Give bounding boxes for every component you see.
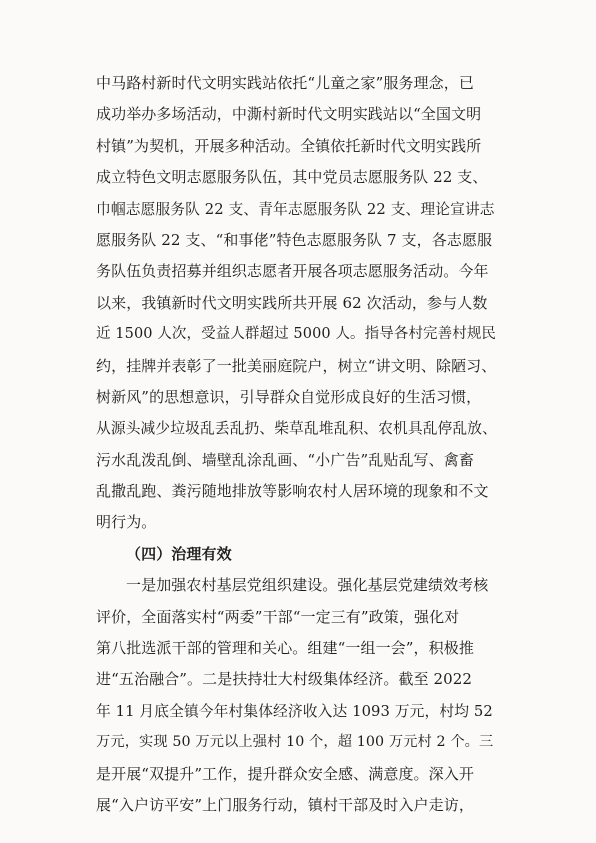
body-line: 乱撒乱跑、粪污随地排放等影响农村人居环境的现象和不文 (96, 482, 489, 501)
body-line: 成功举办多场活动，中澌村新时代文明实践站以“全国文明 (96, 105, 482, 124)
body-line: 评价，全面落实村“两委”干部“一定三有”政策，强化对 (96, 607, 460, 626)
body-line: 以来，我镇新时代文明实践所共开展 62 次活动，参与人数 (96, 293, 488, 312)
body-line: 进“五治融合”。二是扶持壮大村级集体经济。截至 2022 (96, 670, 473, 689)
body-line: 树新风”的思想意识，引导群众自觉形成良好的生活习惯， (96, 387, 482, 406)
body-line: 村镇”为契机，开展多种活动。全镇依托新时代文明实践所 (96, 136, 482, 155)
body-line: 年 11 月底全镇今年村集体经济收入达 1093 万元，村均 52 (96, 702, 493, 720)
body-line: 万元，实现 50 万元以上强村 10 个，超 100 万元村 2 个。三 (96, 734, 494, 751)
document-body (96, 68, 498, 821)
paragraph-first-line: 一是加强农村基层党组织建设。强化基层党建绩效考核 (126, 576, 489, 595)
section-heading: （四）治理有效 (126, 544, 232, 563)
body-line: 务队伍负责招募并组织志愿者开展各项志愿服务活动。今年 (96, 262, 489, 281)
body-line: 近 1500 人次，受益人群超过 5000 人。指导各村完善村规民 (96, 326, 497, 343)
body-line: 明行为。 (96, 513, 157, 532)
body-line: 成立特色文明志愿服务队伍，其中党员志愿服务队 22 支、 (96, 168, 488, 187)
body-line: 是开展“双提升”工作，提升群众安全感、满意度。深入开 (96, 764, 474, 783)
body-line: 中马路村新时代文明实践站依托“儿童之家”服务理念，已 (96, 74, 474, 92)
body-line: 污水乱泼乱倒、墙壁乱涂乱画、“小广告”乱贴乱写、禽畜 (96, 450, 474, 469)
body-line: 从源头减少垃圾乱丢乱扔、柴草乱堆乱积、农机具乱停乱放、 (96, 420, 497, 438)
body-line: 愿服务队 22 支、“和事佬”特色志愿服务队 7 支，各志愿服 (96, 230, 493, 249)
body-line: 第八批选派干部的管理和关心。组建“一组一会”，积极推 (96, 639, 474, 658)
body-line: 约，挂牌并表彰了一批美丽庭院户，树立“讲文明、除陋习、 (96, 356, 497, 375)
body-line: 展“入户访平安”上门服务行动，镇村干部及时入户走访， (96, 795, 474, 814)
body-line: 巾帼志愿服务队 22 支、青年志愿服务队 22 支、理论宣讲志 (96, 200, 495, 218)
